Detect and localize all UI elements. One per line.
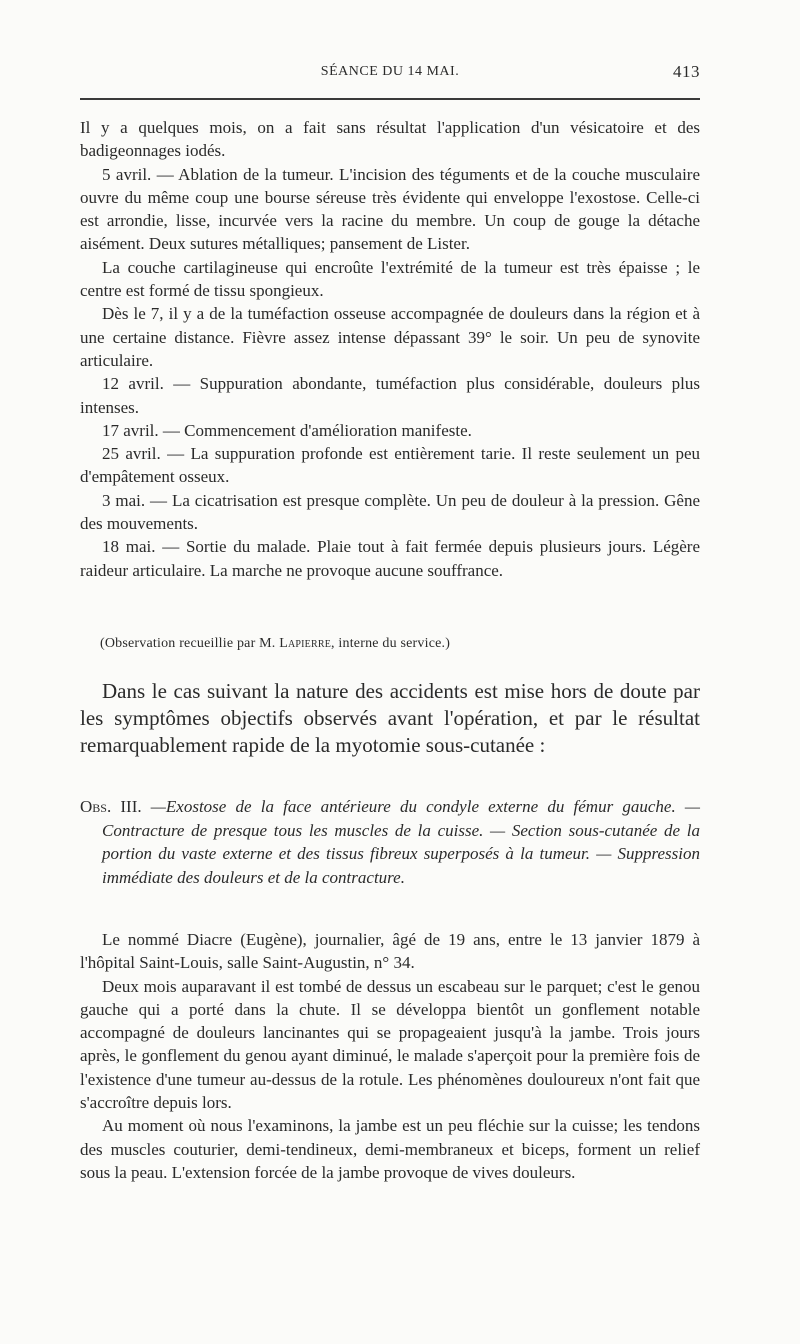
credit-prefix: (Observation recueillie par M. — [100, 636, 280, 651]
running-header — [80, 62, 700, 86]
paragraph: 5 avril. — Ablation de la tumeur. L'incision des téguments et de la couche musculaire ouvre du même coup une bourse séreuse très évidente qui enveloppe l'exostose. Celle-ci est arrondie, lisse, incurvée vers la racine du membre. Un coup de gouge la détache aisément. Deux sutures métalliques; pansement de Lister. — [80, 164, 700, 254]
case-notes — [80, 116, 700, 582]
running-title-month: MAI. — [426, 64, 460, 79]
paragraph: 25 avril. — La suppuration profonde est entièrement tarie. Il reste seulement un peu d'empâtement osseux. — [80, 444, 700, 487]
paragraph: 18 mai. — Sortie du malade. Plaie tout à fait fermée depuis plusieurs jours. Légère raideur articulaire. La marche ne provoque aucune souffrance. — [80, 537, 700, 580]
running-title-main: SÉANCE DU 14 — [320, 64, 427, 79]
paragraph: 12 avril. — Suppuration abondante, tuméfaction plus considérable, douleurs plus intenses. — [80, 374, 700, 417]
observation-title: —Exostose de la face antérieure du condyle externe du fémur gauche. — Contracture de presque tous les muscles de la cuisse. — Section sous-cutanée de la portion du vaste externe et des tissus fibreux superposés à la tumeur. — Suppression immédiate des douleurs et de la contracture. — [102, 797, 700, 887]
case-history — [80, 928, 700, 1184]
header-rule — [80, 98, 700, 100]
paragraph: Il y a quelques mois, on a fait sans résultat l'application d'un vésicatoire et des badigeonnages iodés. — [80, 118, 700, 161]
observation-paragraph — [80, 795, 700, 889]
observation-credit — [100, 636, 700, 652]
paragraph: Deux mois auparavant il est tombé de dessus un escabeau sur le parquet; c'est le genou gauche qui a porté dans la chute. Il se développa bientôt un gonflement notable accompagné de douleurs lancinantes qui se propageaient jusqu'à la jambe. Trois jours après, le gonflement du genou ayant diminué, le malade s'aperçoit pour la première fois de l'existence d'une tumeur au-dessus de la rotule. Les phénomènes douloureux n'ont fait que s'accroître depuis lors. — [80, 976, 700, 1113]
credit-suffix: , interne du service.) — [331, 636, 451, 651]
paragraph: Au moment où nous l'examinons, la jambe est un peu fléchie sur la cuisse; les tendons des muscles couturier, demi-tendineux, demi-membraneux et biceps, forment un relief sous la peau. L'extension forcée de la jambe provoque de vives douleurs. — [80, 1116, 700, 1182]
observation-label: Obs. III. — [80, 797, 142, 816]
paragraph: Le nommé Diacre (Eugène), journalier, âgé de 19 ans, entre le 13 janvier 1879 à l'hôpital Saint-Louis, salle Saint-Augustin, n° 34. — [80, 930, 700, 973]
paragraph: Dès le 7, il y a de la tuméfaction osseuse accompagnée de douleurs dans la région et à une certaine distance. Fièvre assez intense dépassant 39° le soir. Un peu de synovite articulaire. — [80, 304, 700, 370]
intro-paragraph: Dans le cas suivant la nature des accidents est mise hors de doute par les symptômes objectifs observés avant l'opération, et par le résultat remarquablement rapide de la myotomie sous-cutanée : — [80, 679, 700, 757]
page-number: 413 — [673, 62, 700, 81]
paragraph: 17 avril. — Commencement d'amélioration manifeste. — [102, 420, 472, 440]
observation-heading — [80, 795, 700, 889]
credit-name: Lapierre — [279, 636, 332, 651]
intro-text — [80, 678, 700, 759]
paragraph: 3 mai. — La cicatrisation est presque complète. Un peu de douleur à la pression. Gêne des mouvements. — [80, 490, 700, 534]
running-title — [80, 64, 700, 80]
paragraph: La couche cartilagineuse qui encroûte l'extrémité de la tumeur est très épaisse ; le centre est formé de tissu spongieux. — [80, 257, 700, 301]
